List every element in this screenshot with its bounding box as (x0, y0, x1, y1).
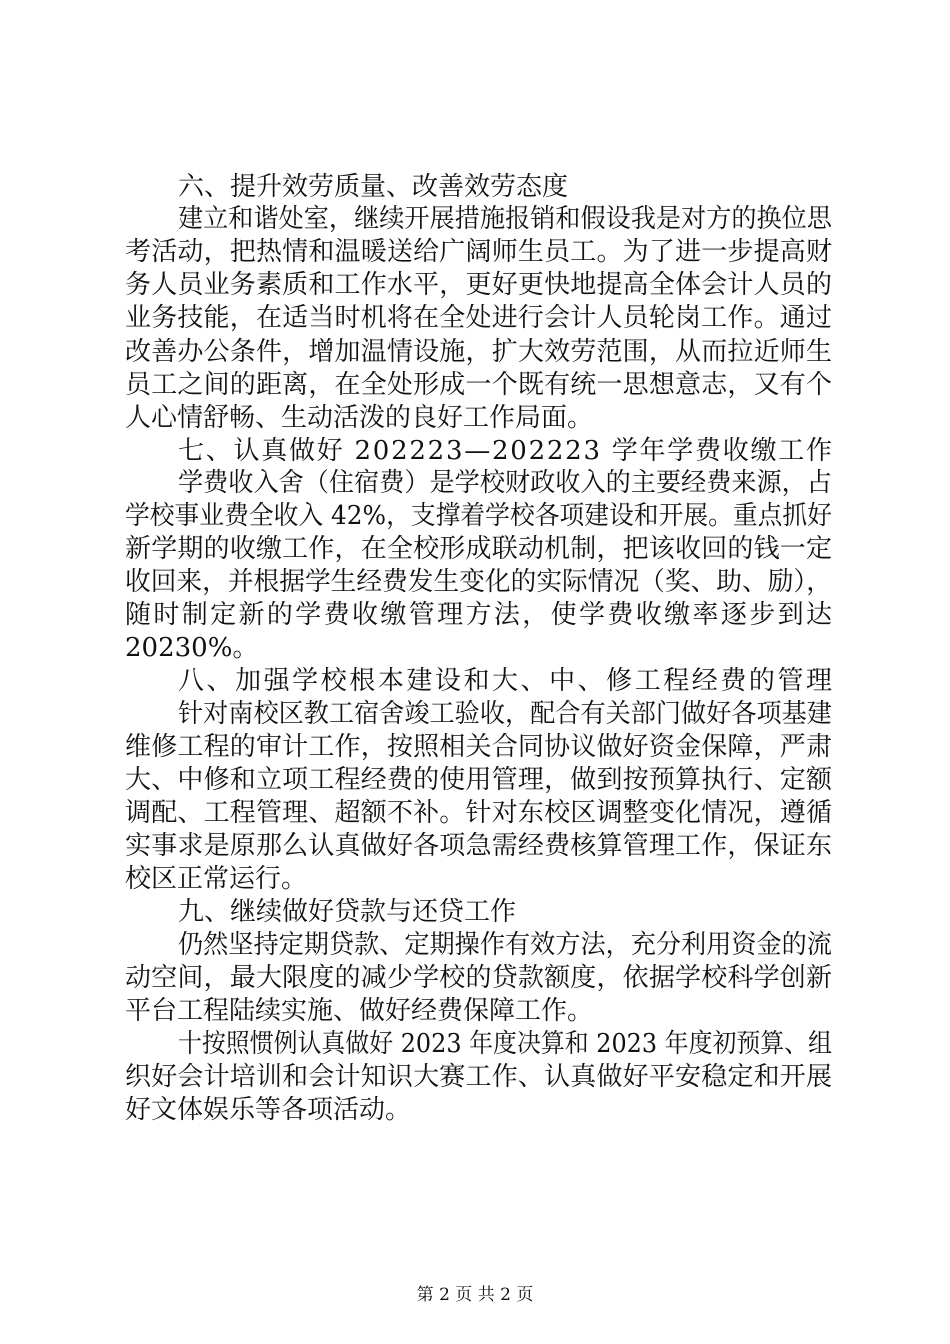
text-line: 平台工程陆续实施、做好经费保障工作。 (125, 996, 594, 1026)
text-line: 业务技能，在适当时机将在全处进行会计人员轮岗工作。通过 (125, 303, 833, 333)
text-line: 调配、工程管理、超额不补。针对东校区调整变化情况，遵循 (125, 798, 833, 828)
text-line: 实事求是原那么认真做好各项急需经费核算管理工作，保证东 (125, 831, 833, 861)
text-line: 考活动，把热情和温暖送给广阔师生员工。为了进一步提高财 (125, 237, 833, 267)
heading-line: 六、提升效劳质量、改善效劳态度 (178, 172, 569, 202)
text-line: 针对南校区教工宿舍竣工验收，配合有关部门做好各项基建 (178, 699, 832, 729)
text-line: 织好会计培训和会计知识大赛工作、认真做好平安稳定和开展 (125, 1062, 833, 1092)
text-line: 仍然坚持定期贷款、定期操作有效方法，充分利用资金的流 (178, 930, 832, 960)
text-line: 收回来，并根据学生经费发生变化的实际情况（奖、助、励）， (125, 567, 833, 597)
text-line: 随时制定新的学费收缴管理方法，使学费收缴率逐步到达 (125, 600, 835, 630)
text-line: 建立和谐处室，继续开展措施报销和假设我是对方的换位思 (178, 204, 832, 234)
text-line: 改善办公条件，增加温情设施，扩大效劳范围，从而拉近师生 (125, 337, 833, 367)
heading-line: 八、加强学校根本建设和大、中、修工程经费的管理 (178, 666, 835, 696)
text-line: 维修工程的审计工作，按照相关合同协议做好资金保障，严肃 (125, 732, 833, 762)
text-line: 员工之间的距离，在全处形成一个既有统一思想意志，又有个 (125, 370, 833, 400)
page-footer: 第 2 页 共 2 页 (416, 1285, 534, 1305)
text-line: 学费收入舍（住宿费）是学校财政收入的主要经费来源，占 (178, 468, 832, 498)
text-line: 动空间，最大限度的减少学校的贷款额度，依据学校科学创新 (125, 963, 833, 993)
text-line: 务人员业务素质和工作水平，更好更快地提高全体会计人员的 (125, 270, 833, 300)
text-line: 十按照惯例认真做好 2023 年度决算和 2023 年度初预算、组 (178, 1029, 832, 1059)
text-line: 学校事业费全收入 42%，支撑着学校各项建设和开展。重点抓好 (125, 501, 832, 531)
text-line: 人心情舒畅、生动活泼的良好工作局面。 (125, 403, 594, 433)
heading-line: 九、继续做好贷款与还贷工作 (178, 897, 517, 927)
text-line: 好文体娱乐等各项活动。 (125, 1095, 412, 1125)
text-line: 新学期的收缴工作，在全校形成联动机制，把该收回的钱一定 (125, 534, 833, 564)
text-line: 校区正常运行。 (125, 864, 308, 894)
text-line: 20230%。 (125, 633, 259, 663)
heading-line: 七、认真做好 202223—202223 学年学费收缴工作 (178, 436, 834, 466)
text-line: 大、中修和立项工程经费的使用管理，做到按预算执行、定额 (125, 765, 833, 795)
